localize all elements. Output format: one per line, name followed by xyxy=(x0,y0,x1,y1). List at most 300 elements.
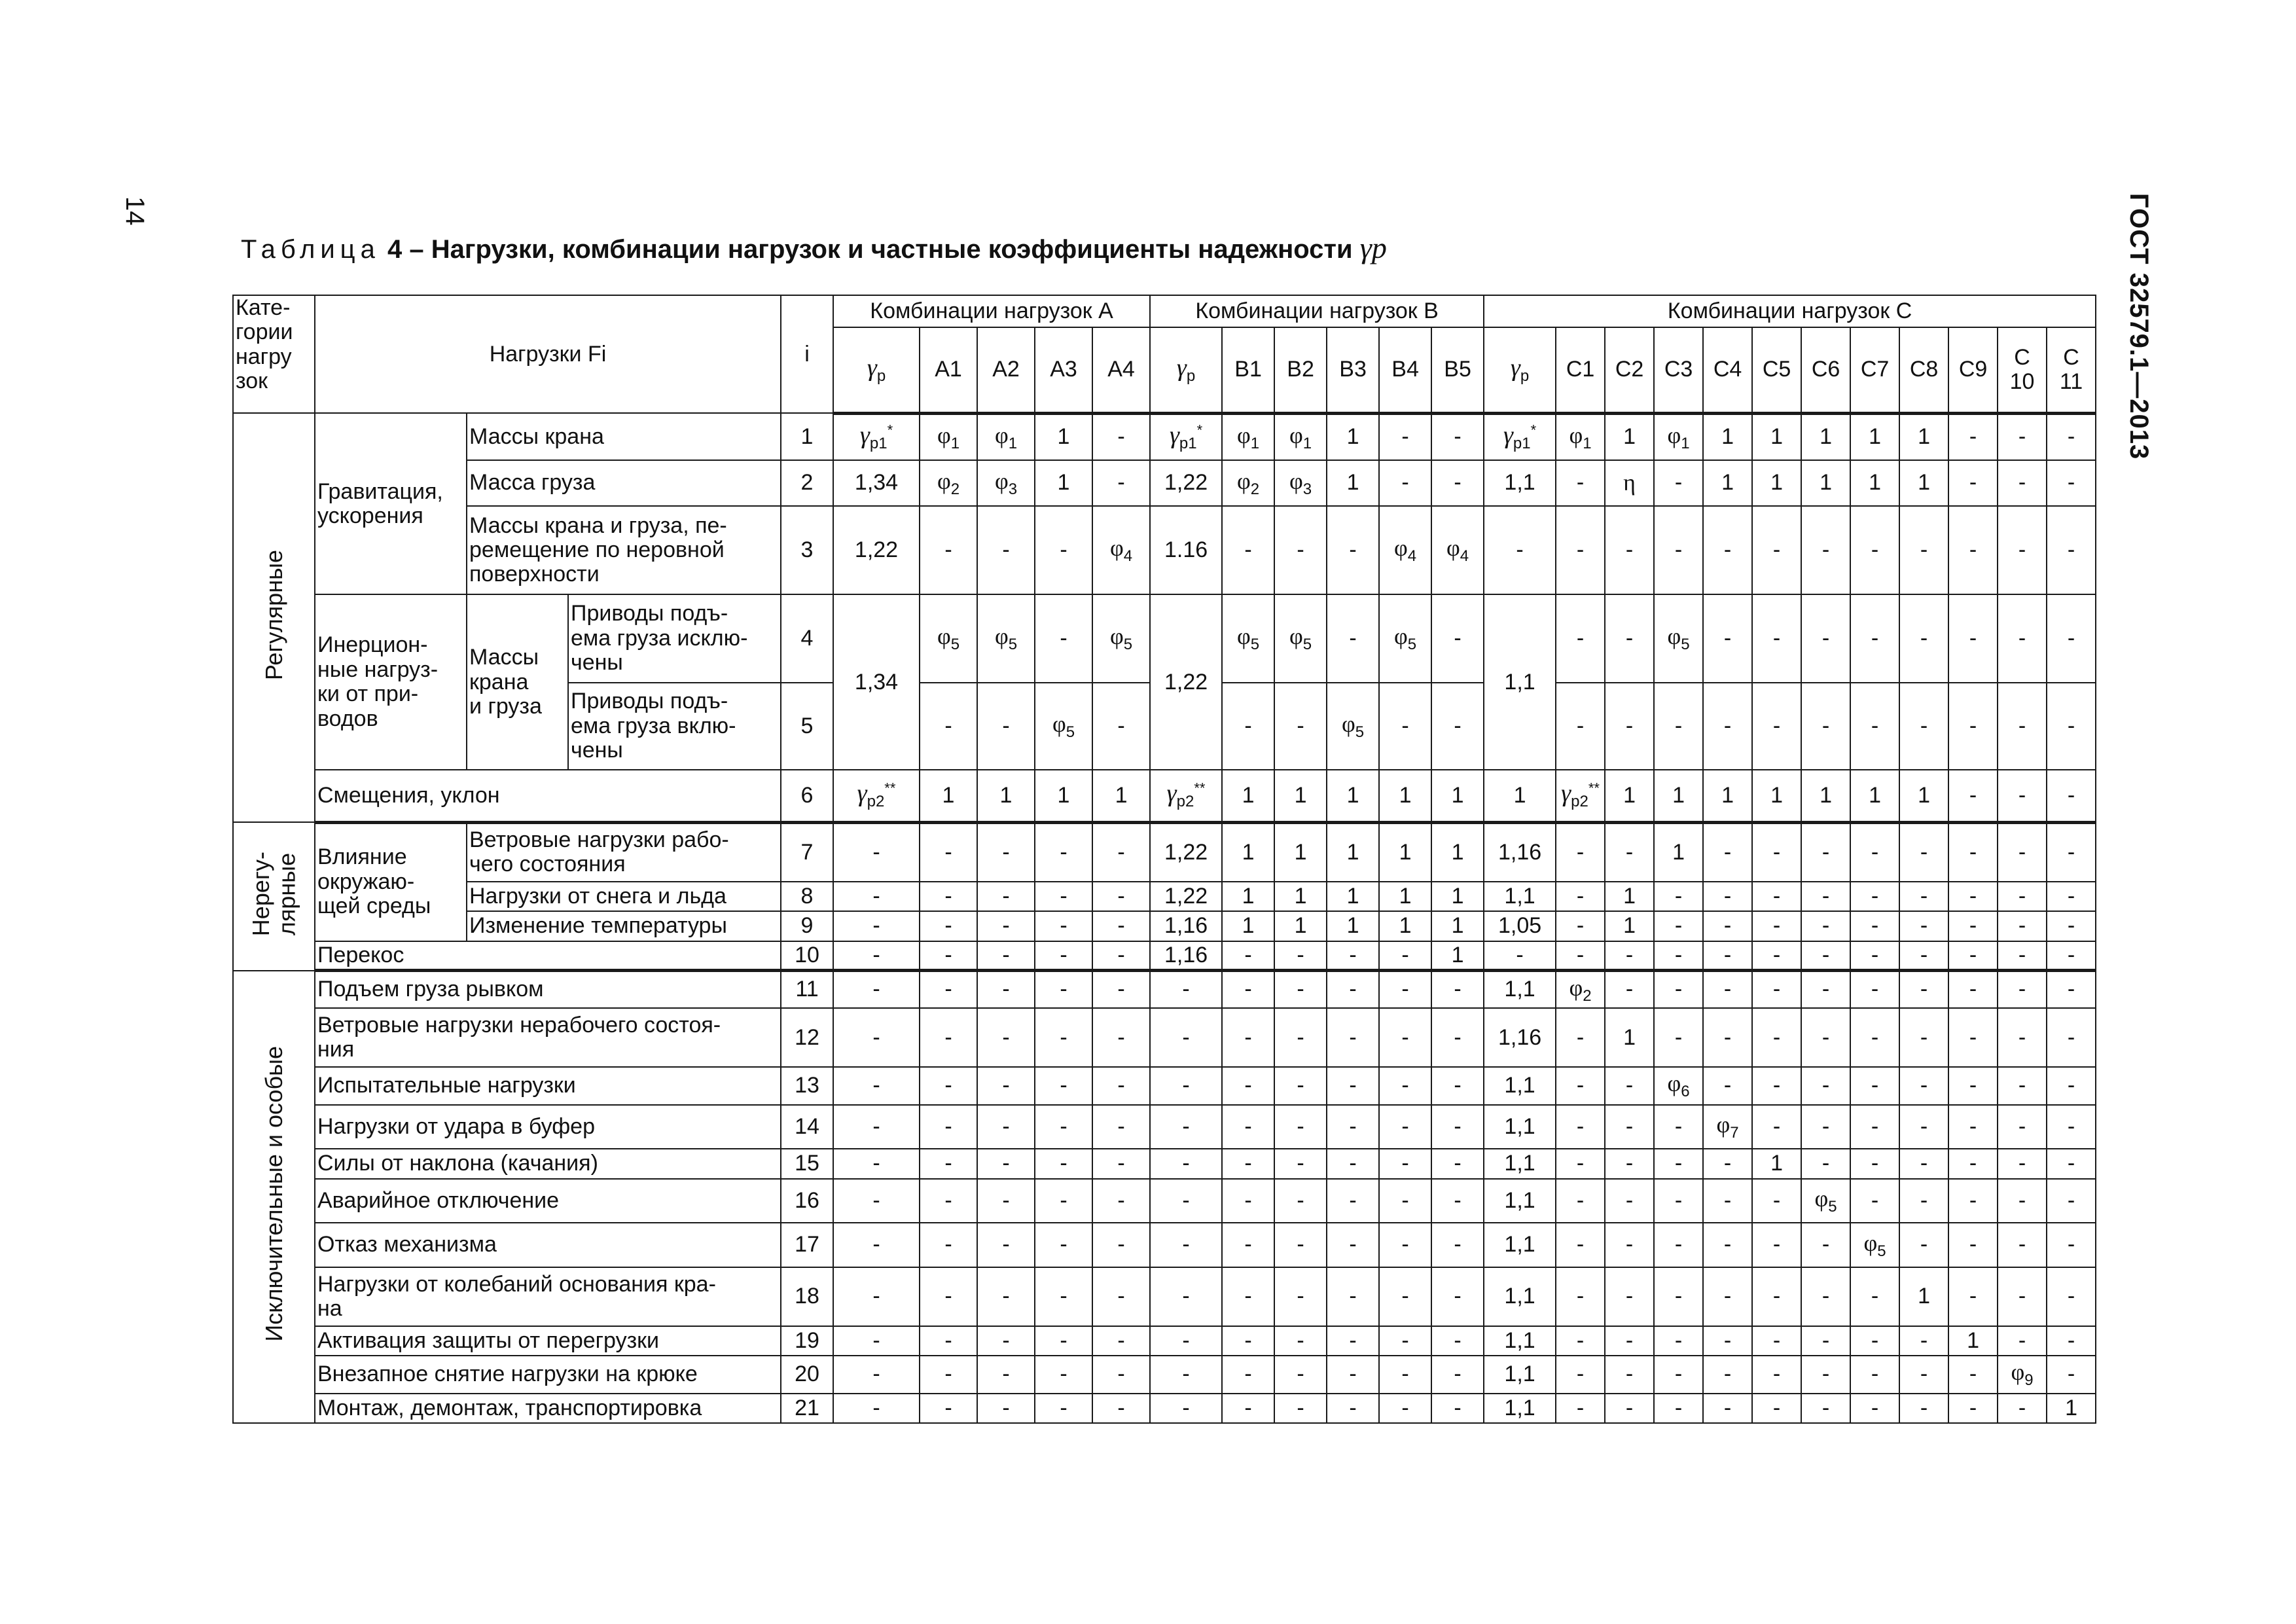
value-cell: - xyxy=(1035,506,1092,594)
value-cell: $\varphi_1$ xyxy=(1222,413,1274,460)
value-cell: - xyxy=(1092,882,1150,911)
value-cell: - xyxy=(977,1394,1035,1423)
value-cell: - xyxy=(1222,1223,1274,1267)
value-cell: 1 xyxy=(1801,413,1850,460)
group-inertial: Инерцион- ные нагруз- ки от при- водов xyxy=(315,594,467,770)
value-cell: - xyxy=(1801,1267,1850,1326)
value-cell: - xyxy=(1948,1267,1998,1326)
value-cell: 1,16 xyxy=(1484,1008,1556,1067)
value-cell: - xyxy=(1654,1394,1703,1423)
value-cell: - xyxy=(1998,1326,2047,1356)
value-cell: - xyxy=(1222,1326,1274,1356)
value-cell: - xyxy=(920,882,977,911)
load-label: Силы от наклона (качания) xyxy=(315,1149,781,1178)
value-cell: - xyxy=(1752,1067,1801,1104)
value-cell: - xyxy=(2047,1267,2096,1326)
value-cell: - xyxy=(1605,683,1654,770)
value-cell: - xyxy=(1998,882,2047,911)
value-cell: - xyxy=(1998,911,2047,941)
value-cell: $\gamma_{p1}^*$ xyxy=(833,413,920,460)
value-cell: - xyxy=(1998,1008,2047,1067)
value-cell: 1 xyxy=(1654,822,1703,882)
value-cell: - xyxy=(1752,594,1801,682)
value-cell: - xyxy=(2047,770,2096,822)
header-col-b3: B3 xyxy=(1327,327,1379,413)
row-index: 17 xyxy=(781,1223,833,1267)
header-col-c9: C9 xyxy=(1948,327,1998,413)
value-cell: - xyxy=(1752,971,1801,1008)
value-cell: - xyxy=(1654,460,1703,506)
value-cell: - xyxy=(1379,1356,1431,1393)
value-cell: $\varphi_5$ xyxy=(1274,594,1327,682)
value-cell: - xyxy=(1035,1149,1092,1178)
value-cell: - xyxy=(1752,911,1801,941)
value-cell: 1,16 xyxy=(1150,941,1222,971)
value-cell: - xyxy=(977,971,1035,1008)
value-cell: - xyxy=(1752,822,1801,882)
header-col-a1: A1 xyxy=(920,327,977,413)
value-cell: - xyxy=(1801,941,1850,971)
value-cell: 1 xyxy=(1379,911,1431,941)
value-cell: - xyxy=(1752,1267,1801,1326)
row-index: 1 xyxy=(781,413,833,460)
value-cell: $\gamma_{p2}^{**}$ xyxy=(833,770,920,822)
value-cell: - xyxy=(1850,1179,1899,1223)
value-cell: - xyxy=(1222,1105,1274,1149)
value-cell: - xyxy=(1850,1067,1899,1104)
category-irregular xyxy=(233,822,315,971)
value-cell: - xyxy=(1605,1179,1654,1223)
value-cell: - xyxy=(1899,1067,1948,1104)
value-cell: - xyxy=(1150,1008,1222,1067)
row-index: 5 xyxy=(781,683,833,770)
value-cell: 1,1 xyxy=(1484,1067,1556,1104)
value-cell: - xyxy=(1605,1105,1654,1149)
value-cell: - xyxy=(1379,1008,1431,1067)
value-cell: - xyxy=(977,1326,1035,1356)
value-cell: - xyxy=(977,1008,1035,1067)
value-cell: 1 xyxy=(1274,882,1327,911)
category-exceptional-text: Исключительные и особые xyxy=(260,1046,287,1342)
value-cell: - xyxy=(1948,971,1998,1008)
load-label: Монтаж, демонтаж, транспортировка xyxy=(315,1394,781,1423)
value-cell: 1,1 xyxy=(1484,1179,1556,1223)
value-cell: - xyxy=(1899,882,1948,911)
value-cell: - xyxy=(833,1267,920,1326)
value-cell: - xyxy=(1150,1394,1222,1423)
value-cell: - xyxy=(1801,1008,1850,1067)
value-cell: - xyxy=(1801,882,1850,911)
value-cell: - xyxy=(977,1267,1035,1326)
value-cell: - xyxy=(1431,1223,1484,1267)
value-cell: 1 xyxy=(1431,941,1484,971)
value-cell: - xyxy=(1654,1008,1703,1067)
value-cell: - xyxy=(1222,506,1274,594)
value-cell: - xyxy=(1801,971,1850,1008)
value-cell: - xyxy=(1850,683,1899,770)
value-cell: - xyxy=(833,911,920,941)
value-cell: - xyxy=(1150,1267,1222,1326)
value-cell: - xyxy=(1703,1356,1752,1393)
value-cell: - xyxy=(1327,594,1379,682)
value-cell: - xyxy=(1556,460,1605,506)
value-cell: $\varphi_5$ xyxy=(1801,1179,1850,1223)
header-col-c5: C5 xyxy=(1752,327,1801,413)
load-label: Ветровые нагрузки нерабочего состоя- ния xyxy=(315,1008,781,1067)
value-cell: $\varphi_5$ xyxy=(1654,594,1703,682)
value-cell: - xyxy=(1222,971,1274,1008)
value-cell: - xyxy=(1948,1356,1998,1393)
value-cell: 1 xyxy=(1035,413,1092,460)
value-cell: - xyxy=(1327,1267,1379,1326)
value-cell: - xyxy=(1327,1008,1379,1067)
value-cell: - xyxy=(1379,1105,1431,1149)
value-cell: - xyxy=(920,911,977,941)
value-cell: 1,1 xyxy=(1484,594,1556,770)
value-cell: - xyxy=(1654,683,1703,770)
value-cell: - xyxy=(1899,971,1948,1008)
load-label: Нагрузки от удара в буфер xyxy=(315,1105,781,1149)
value-cell: - xyxy=(1274,1356,1327,1393)
table-caption xyxy=(241,230,1387,265)
header-comb-c: Комбинации нагрузок С xyxy=(1484,295,2096,327)
value-cell: 1 xyxy=(920,770,977,822)
value-cell: $\varphi_6$ xyxy=(1654,1067,1703,1104)
header-comb-b: Комбинации нагрузок В xyxy=(1150,295,1484,327)
value-cell: 1 xyxy=(1801,460,1850,506)
value-cell: - xyxy=(1274,1394,1327,1423)
value-cell: 1 xyxy=(1801,770,1850,822)
value-cell: 1 xyxy=(1752,770,1801,822)
value-cell: 1,1 xyxy=(1484,1105,1556,1149)
value-cell: - xyxy=(1899,1149,1948,1178)
value-cell: - xyxy=(1327,941,1379,971)
value-cell: - xyxy=(1654,506,1703,594)
value-cell: - xyxy=(833,971,920,1008)
load-label: Внезапное снятие нагрузки на крюке xyxy=(315,1356,781,1393)
value-cell: - xyxy=(1092,1008,1150,1067)
value-cell: - xyxy=(1150,1149,1222,1178)
value-cell: - xyxy=(1703,1394,1752,1423)
value-cell: - xyxy=(1850,1008,1899,1067)
value-cell: - xyxy=(1035,971,1092,1008)
value-cell: - xyxy=(1431,683,1484,770)
value-cell: - xyxy=(1092,822,1150,882)
caption-symbol: γp xyxy=(1359,231,1387,264)
header-categories: Кате- гории нагру зок xyxy=(233,295,315,413)
header-col-b2: B2 xyxy=(1274,327,1327,413)
value-cell: - xyxy=(1654,971,1703,1008)
value-cell: - xyxy=(1379,941,1431,971)
value-cell: - xyxy=(1605,594,1654,682)
value-cell: - xyxy=(833,1356,920,1393)
value-cell: - xyxy=(1998,1149,2047,1178)
value-cell: - xyxy=(2047,1179,2096,1223)
value-cell: $\gamma_{p2}^{**}$ xyxy=(1150,770,1222,822)
load-label: Подъем груза рывком xyxy=(315,971,781,1008)
header-col-c8: C8 xyxy=(1899,327,1948,413)
value-cell: - xyxy=(833,882,920,911)
value-cell: 1 xyxy=(1274,822,1327,882)
value-cell: - xyxy=(1484,506,1556,594)
value-cell: - xyxy=(1556,1394,1605,1423)
value-cell: - xyxy=(1150,971,1222,1008)
value-cell: 1 xyxy=(2047,1394,2096,1423)
value-cell: 1 xyxy=(1327,460,1379,506)
value-cell: - xyxy=(1654,1179,1703,1223)
value-cell: - xyxy=(1703,911,1752,941)
row-index: 16 xyxy=(781,1179,833,1223)
value-cell: $\varphi_5$ xyxy=(920,594,977,682)
value-cell: 1,1 xyxy=(1484,1394,1556,1423)
value-cell: - xyxy=(1801,911,1850,941)
value-cell: 1 xyxy=(1274,911,1327,941)
value-cell: - xyxy=(1899,1179,1948,1223)
value-cell: 1 xyxy=(1035,770,1092,822)
value-cell: 1 xyxy=(1703,413,1752,460)
value-cell: - xyxy=(2047,506,2096,594)
value-cell: - xyxy=(1327,971,1379,1008)
value-cell: - xyxy=(1605,1326,1654,1356)
row-index: 21 xyxy=(781,1394,833,1423)
row-index: 8 xyxy=(781,882,833,911)
header-loads: Нагрузки Fi xyxy=(315,295,781,413)
load-label: Перекос xyxy=(315,941,781,971)
value-cell: - xyxy=(1948,1179,1998,1223)
row-index: 13 xyxy=(781,1067,833,1104)
value-cell: 1 xyxy=(1431,911,1484,941)
value-cell: - xyxy=(1274,1267,1327,1326)
value-cell: - xyxy=(1222,1149,1274,1178)
value-cell: $\varphi_3$ xyxy=(977,460,1035,506)
value-cell: 1,1 xyxy=(1484,1149,1556,1178)
value-cell: 1,22 xyxy=(1150,822,1222,882)
value-cell: - xyxy=(1752,1105,1801,1149)
value-cell: - xyxy=(1556,594,1605,682)
value-cell: - xyxy=(1605,822,1654,882)
value-cell: - xyxy=(1703,683,1752,770)
value-cell: 1,34 xyxy=(833,594,920,770)
value-cell: - xyxy=(1092,683,1150,770)
value-cell: - xyxy=(1654,1267,1703,1326)
value-cell: 1 xyxy=(1948,1326,1998,1356)
value-cell: 1,1 xyxy=(1484,1223,1556,1267)
row-index: 7 xyxy=(781,822,833,882)
value-cell: - xyxy=(1605,1067,1654,1104)
value-cell: - xyxy=(1092,911,1150,941)
value-cell: $\varphi_5$ xyxy=(1327,683,1379,770)
value-cell: - xyxy=(1850,822,1899,882)
value-cell: - xyxy=(1801,1326,1850,1356)
value-cell: - xyxy=(1556,911,1605,941)
row-index: 11 xyxy=(781,971,833,1008)
value-cell: 1,34 xyxy=(833,460,920,506)
value-cell: - xyxy=(920,1105,977,1149)
value-cell: - xyxy=(1327,1356,1379,1393)
load-label: Массы крана и груза, пе- ремещение по неровной поверхности xyxy=(467,506,781,594)
value-cell: - xyxy=(1092,460,1150,506)
value-cell: - xyxy=(1998,460,2047,506)
value-cell: - xyxy=(1379,1179,1431,1223)
header-col-b4: B4 xyxy=(1379,327,1431,413)
value-cell: - xyxy=(1092,413,1150,460)
value-cell: - xyxy=(1948,1394,1998,1423)
value-cell: $\gamma_{p1}^*$ xyxy=(1150,413,1222,460)
value-cell: - xyxy=(1899,1008,1948,1067)
value-cell: - xyxy=(1899,911,1948,941)
value-cell: - xyxy=(1431,1105,1484,1149)
value-cell: - xyxy=(1801,1067,1850,1104)
value-cell: - xyxy=(1150,1223,1222,1267)
value-cell: - xyxy=(1998,971,2047,1008)
value-cell: - xyxy=(1035,1326,1092,1356)
value-cell: $\varphi_9$ xyxy=(1998,1356,2047,1393)
value-cell: - xyxy=(1222,1356,1274,1393)
value-cell: 1 xyxy=(1222,911,1274,941)
value-cell: - xyxy=(1222,1394,1274,1423)
value-cell: - xyxy=(1274,1326,1327,1356)
category-irregular-text: Нерегу- лярные xyxy=(247,851,300,936)
load-label: Нагрузки от колебаний основания кра- на xyxy=(315,1267,781,1326)
header-col-c7: C7 xyxy=(1850,327,1899,413)
value-cell: - xyxy=(1948,770,1998,822)
value-cell: - xyxy=(2047,1149,2096,1178)
value-cell: - xyxy=(2047,1223,2096,1267)
value-cell: - xyxy=(1222,941,1274,971)
value-cell: - xyxy=(920,1326,977,1356)
value-cell: - xyxy=(1556,1105,1605,1149)
value-cell: 1 xyxy=(1605,911,1654,941)
value-cell: 1 xyxy=(1327,911,1379,941)
value-cell: - xyxy=(1035,594,1092,682)
value-cell: - xyxy=(1899,1105,1948,1149)
value-cell: - xyxy=(1703,1179,1752,1223)
value-cell: - xyxy=(977,822,1035,882)
value-cell: - xyxy=(1150,1067,1222,1104)
value-cell: - xyxy=(1035,1067,1092,1104)
value-cell: - xyxy=(1948,460,1998,506)
value-cell: - xyxy=(1752,941,1801,971)
value-cell: - xyxy=(2047,594,2096,682)
value-cell: - xyxy=(1998,1394,2047,1423)
value-cell: - xyxy=(1035,941,1092,971)
value-cell: - xyxy=(1998,506,2047,594)
value-cell: - xyxy=(1948,882,1998,911)
value-cell: - xyxy=(977,1149,1035,1178)
value-cell: - xyxy=(1605,941,1654,971)
header-col-c4: C4 xyxy=(1703,327,1752,413)
value-cell: - xyxy=(1801,822,1850,882)
header-col-a2: A2 xyxy=(977,327,1035,413)
value-cell: - xyxy=(1035,1223,1092,1267)
value-cell: - xyxy=(1850,1356,1899,1393)
value-cell: - xyxy=(977,1223,1035,1267)
value-cell: 1 xyxy=(1605,413,1654,460)
value-cell: - xyxy=(1431,594,1484,682)
value-cell: $\varphi_1$ xyxy=(1654,413,1703,460)
value-cell: - xyxy=(1605,1267,1654,1326)
value-cell: - xyxy=(1431,1008,1484,1067)
value-cell: - xyxy=(1998,770,2047,822)
value-cell: - xyxy=(1222,1267,1274,1326)
header-col-b5: B5 xyxy=(1431,327,1484,413)
value-cell: 1 xyxy=(1605,882,1654,911)
value-cell: 1 xyxy=(1327,770,1379,822)
value-cell: - xyxy=(1752,1326,1801,1356)
standard-number: ГОСТ 32579.1—2013 xyxy=(2125,193,2153,460)
load-label: Приводы подъ- ема груза вклю- чены xyxy=(568,683,781,770)
value-cell: - xyxy=(1752,1394,1801,1423)
value-cell: - xyxy=(1431,1394,1484,1423)
value-cell: - xyxy=(833,822,920,882)
value-cell: - xyxy=(1556,683,1605,770)
value-cell: - xyxy=(1899,822,1948,882)
value-cell: - xyxy=(1327,1149,1379,1178)
value-cell: - xyxy=(1222,1179,1274,1223)
value-cell: 1 xyxy=(1379,882,1431,911)
value-cell: - xyxy=(1998,1267,2047,1326)
value-cell: $\varphi_7$ xyxy=(1703,1105,1752,1149)
value-cell: - xyxy=(1150,1326,1222,1356)
value-cell: - xyxy=(1035,911,1092,941)
value-cell: - xyxy=(1899,594,1948,682)
value-cell: - xyxy=(1948,1223,1998,1267)
value-cell: - xyxy=(1035,1179,1092,1223)
value-cell: - xyxy=(1327,1067,1379,1104)
load-label: Ветровые нагрузки рабо- чего состояния xyxy=(467,822,781,882)
value-cell: - xyxy=(833,1067,920,1104)
value-cell: $\varphi_5$ xyxy=(1379,594,1431,682)
load-label: Изменение температуры xyxy=(467,911,781,941)
value-cell: - xyxy=(1222,1008,1274,1067)
value-cell: - xyxy=(1998,941,2047,971)
value-cell: - xyxy=(1801,594,1850,682)
value-cell: - xyxy=(1752,1179,1801,1223)
value-cell: - xyxy=(1998,413,2047,460)
value-cell: - xyxy=(1327,1394,1379,1423)
value-cell: - xyxy=(1431,413,1484,460)
value-cell: - xyxy=(1274,1149,1327,1178)
value-cell: $\gamma_{p1}^*$ xyxy=(1484,413,1556,460)
value-cell: - xyxy=(1092,1267,1150,1326)
value-cell: - xyxy=(1850,1149,1899,1178)
value-cell: - xyxy=(1948,822,1998,882)
value-cell: 1 xyxy=(1274,770,1327,822)
value-cell: - xyxy=(1274,506,1327,594)
value-cell: - xyxy=(977,1179,1035,1223)
value-cell: - xyxy=(977,1356,1035,1393)
value-cell: 1,1 xyxy=(1484,460,1556,506)
value-cell: - xyxy=(1703,506,1752,594)
value-cell: - xyxy=(1092,941,1150,971)
value-cell: - xyxy=(1274,941,1327,971)
value-cell: 1,05 xyxy=(1484,911,1556,941)
value-cell: - xyxy=(1431,1267,1484,1326)
value-cell: - xyxy=(1899,1223,1948,1267)
value-cell: - xyxy=(1948,413,1998,460)
value-cell: - xyxy=(1274,1067,1327,1104)
value-cell: - xyxy=(1431,1326,1484,1356)
value-cell: - xyxy=(1556,1008,1605,1067)
value-cell: 1 xyxy=(1850,770,1899,822)
value-cell: - xyxy=(1379,1149,1431,1178)
value-cell: - xyxy=(1035,1356,1092,1393)
value-cell: 1 xyxy=(1899,1267,1948,1326)
value-cell: - xyxy=(920,1149,977,1178)
header-col-a3: A3 xyxy=(1035,327,1092,413)
value-cell: 1 xyxy=(1222,770,1274,822)
value-cell: - xyxy=(1092,1394,1150,1423)
